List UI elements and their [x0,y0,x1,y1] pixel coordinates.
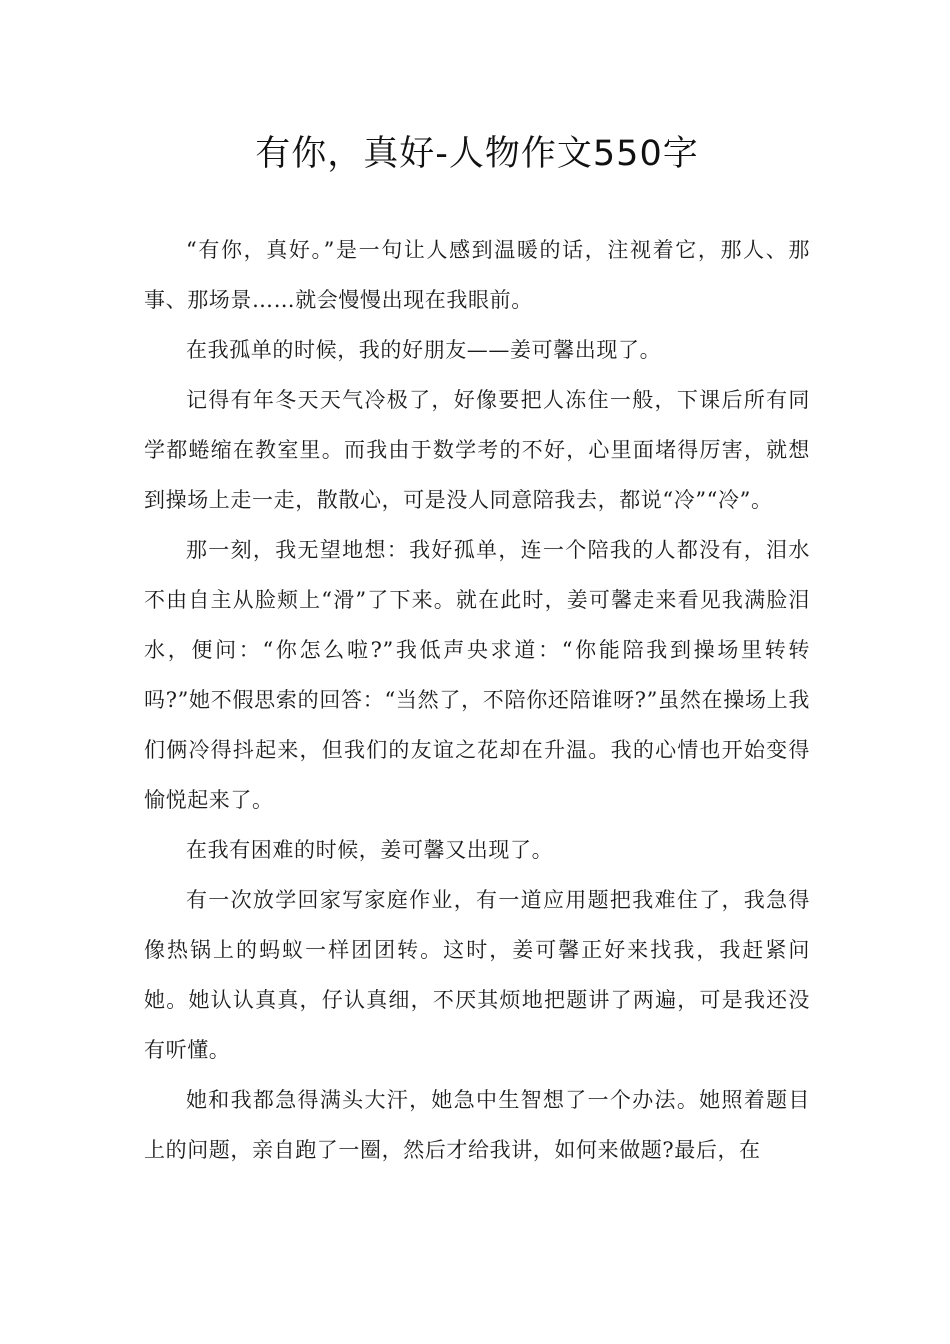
document-title: 有你，真好-人物作文550字 [255,134,699,174]
paragraph-2: 在我孤单的时候，我的好朋友——姜可馨出现了。 [186,338,662,362]
paragraph-6: 有一次放学回家写家庭作业，有一道应用题把我难住了，我急得像热锅上的蚂蚁一样团团转。这时，姜可馨正好来找我，我赶紧问她。她认认真真，仔认真细，不厌其烦地把题讲了两遍，可是我还没有听懂。 [144,888,810,1062]
paragraph-1: “有你，真好。”是一句让人感到温暖的话，注视着它，那人、那事、那场景……就会慢慢出现在我眼前。 [144,238,810,312]
paragraph-4: 那一刻，我无望地想：我好孤单，连一个陪我的人都没有，泪水不由自主从脸颊上“滑”了下来。就在此时，姜可馨走来看见我满脸泪水，便问：“你怎么啦?”我低声央求道：“你能陪我到操场里转转吗?”她不假思索的回答：“当然了，不陪你还陪谁呀?”虽然在操场上我们俩冷得抖起来，但我们的友谊之花却在升温。我的心情也开始变得愉悦起来了。 [144,538,810,812]
paragraph-5: 在我有困难的时候，姜可馨又出现了。 [186,838,554,862]
document-body [144,225,810,1175]
paragraph-3: 记得有年冬天天气冷极了，好像要把人冻住一般，下课后所有同学都蜷缩在教室里。而我由于数学考的不好，心里面堵得厉害，就想到操场上走一走，散散心，可是没人同意陪我去，都说“冷”“冷”。 [144,388,810,512]
paragraph-7: 她和我都急得满头大汗，她急中生智想了一个办法。她照着题目上的问题，亲自跑了一圈，然后才给我讲，如何来做题?最后，在 [144,1088,810,1162]
